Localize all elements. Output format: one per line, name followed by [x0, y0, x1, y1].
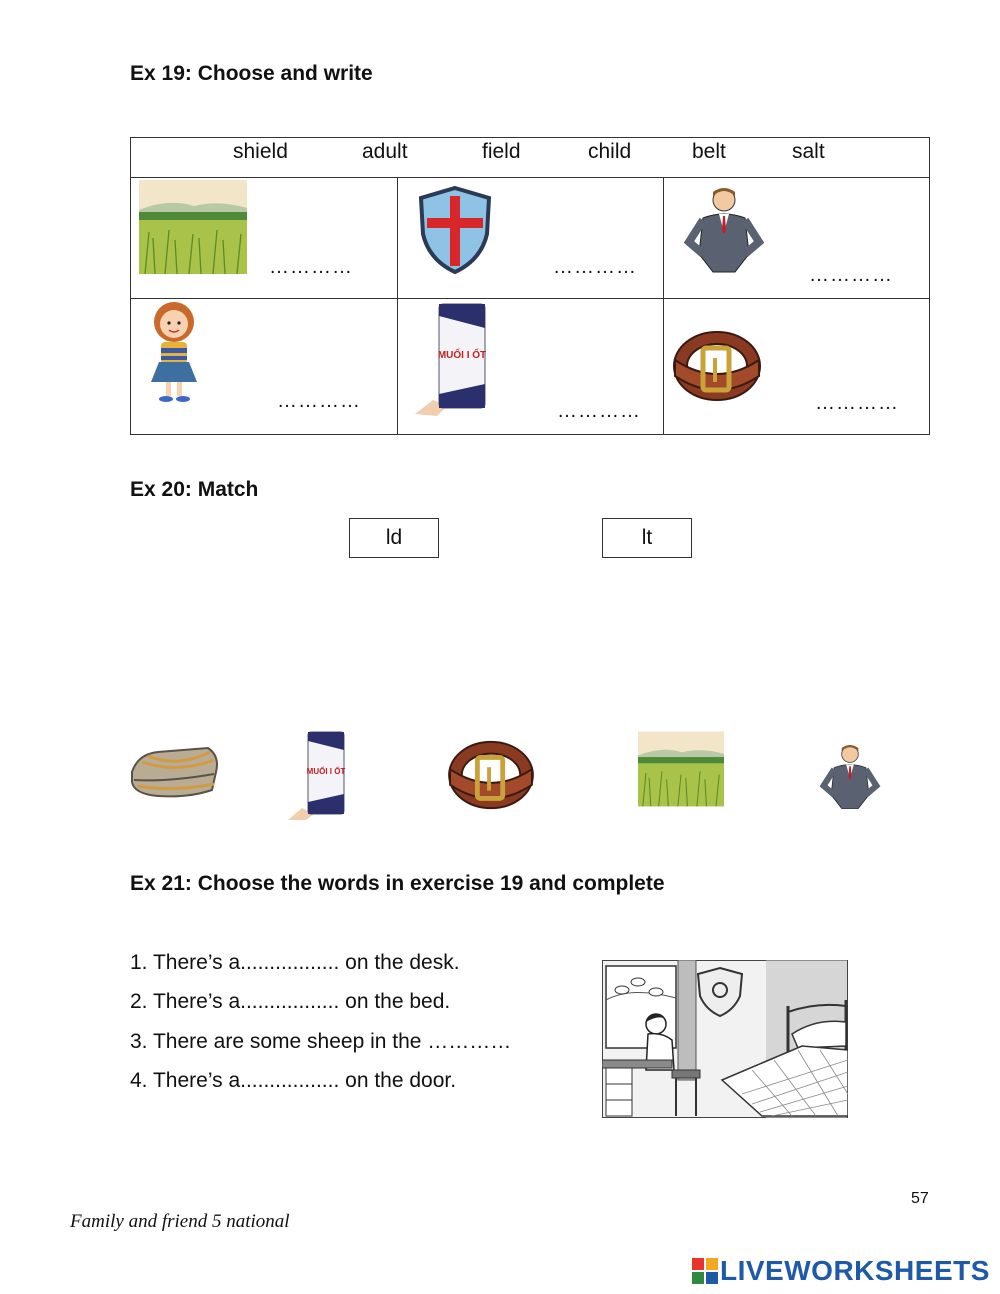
match-picture-adult[interactable]: [818, 742, 882, 810]
word-salt: salt: [792, 140, 825, 163]
answer-blank-shield[interactable]: …………: [553, 256, 637, 278]
word-belt: belt: [692, 140, 726, 163]
field-picture: [139, 180, 247, 274]
page-number: 57: [911, 1190, 929, 1207]
word-bank: [130, 137, 930, 178]
shield-picture: [415, 184, 495, 276]
match-picture-salt[interactable]: [288, 730, 348, 820]
salt-picture: [413, 302, 489, 416]
picture-grid: [130, 178, 930, 435]
salt-pack-label-small: MUỐI I ỐT: [306, 767, 346, 776]
answer-blank-adult[interactable]: …………: [809, 264, 893, 286]
answer-blank-child[interactable]: …………: [277, 390, 361, 412]
liveworksheets-logo-icon: [692, 1258, 718, 1284]
sentence-3[interactable]: 3. There are some sheep in the …………: [130, 1030, 512, 1053]
salt-pack-label: MUỐI I ỐT: [437, 350, 487, 361]
word-field: field: [482, 140, 521, 163]
ex21-title: Ex 21: Choose the words in exercise 19 and complete: [130, 872, 665, 895]
liveworksheets-logo[interactable]: [692, 1255, 990, 1287]
match-box-ld[interactable]: ld: [349, 518, 439, 558]
liveworksheets-logo-text: LIVEWORKSHEETS: [720, 1255, 990, 1286]
belt-picture: [671, 328, 763, 406]
bedroom-picture: [602, 960, 848, 1118]
word-child: child: [588, 140, 632, 163]
match-picture-folded-clothes[interactable]: [128, 742, 222, 800]
child-picture: [139, 300, 209, 404]
ex20-title: Ex 20: Match: [130, 478, 259, 501]
word-adult: adult: [362, 140, 408, 163]
match-box-lt[interactable]: lt: [602, 518, 692, 558]
match-picture-field[interactable]: [638, 731, 724, 807]
ex19-title: Ex 19: Choose and write: [130, 62, 373, 85]
match-picture-belt[interactable]: [446, 738, 536, 814]
word-shield: shield: [233, 140, 288, 163]
adult-picture: [683, 184, 765, 274]
sentence-4[interactable]: 4. There’s a................. on the door.: [130, 1069, 457, 1092]
sentence-1[interactable]: 1. There’s a................. on the desk.: [130, 951, 460, 974]
answer-blank-belt[interactable]: …………: [815, 392, 899, 414]
sentence-2[interactable]: 2. There’s a................. on the bed.: [130, 990, 451, 1013]
book-title: Family and friend 5 national: [70, 1211, 290, 1232]
answer-blank-field[interactable]: …………: [269, 256, 353, 278]
answer-blank-salt[interactable]: …………: [557, 400, 641, 422]
